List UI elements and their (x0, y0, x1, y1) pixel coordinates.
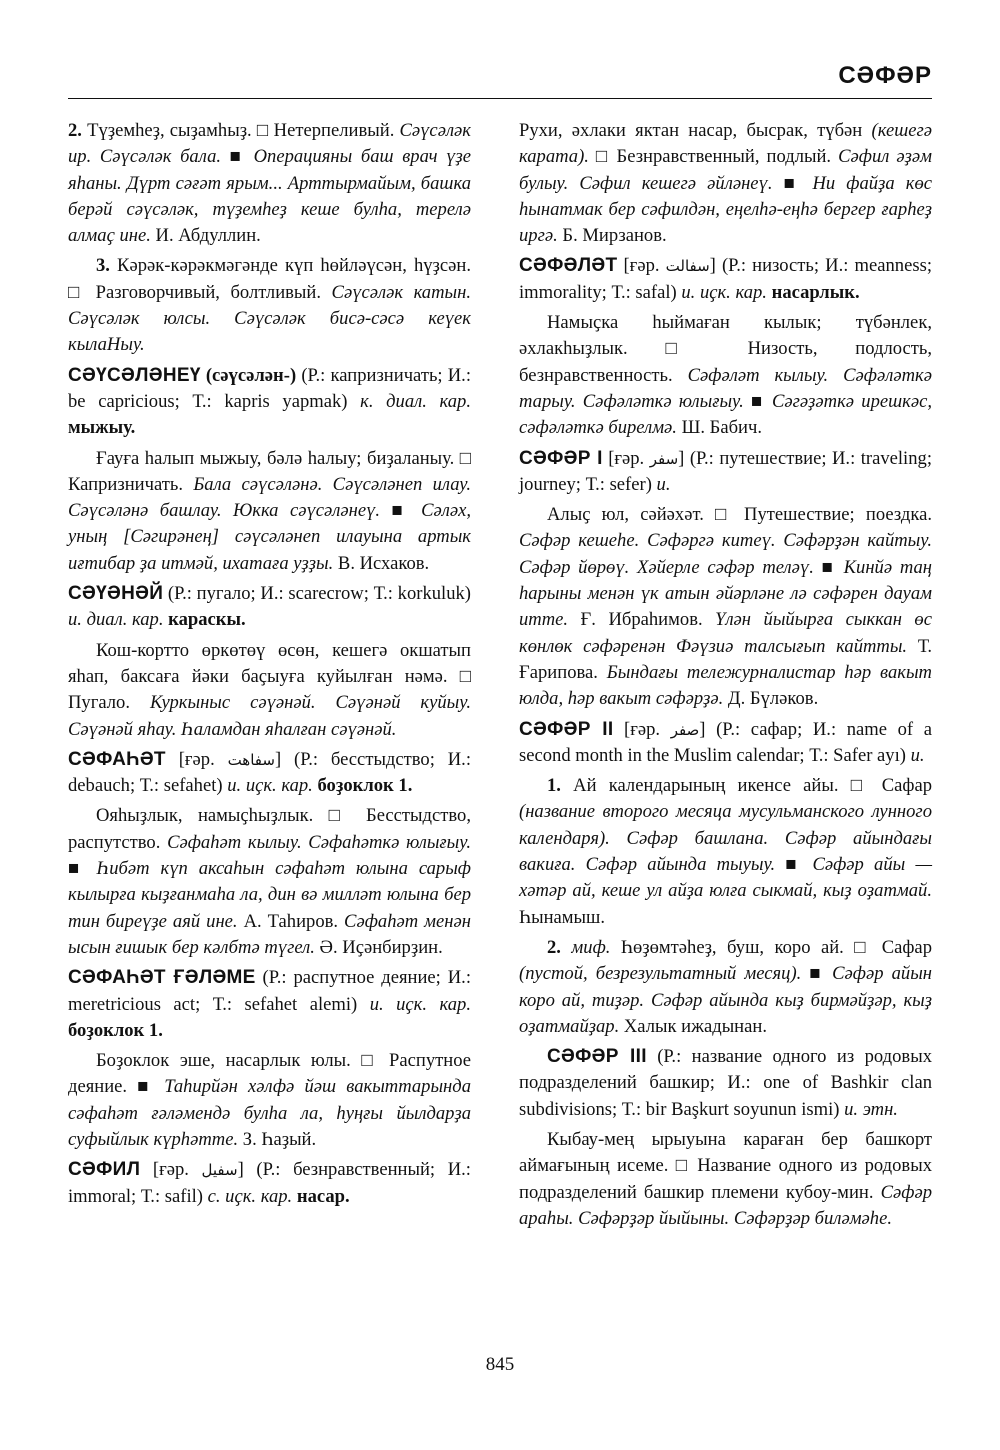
text-run: А. Таһиров. (237, 910, 345, 932)
text-run: [ғәр. (140, 1159, 202, 1181)
text-run: [ғәр. (613, 718, 671, 740)
italic-text: и. иҫк. кар. (369, 993, 471, 1015)
text-run: ■ (772, 172, 813, 194)
text-run: Рухи, әхлаки яктан насар, бысрак, түбән (519, 120, 872, 141)
italic-text: Сәфил әҙәм булыу. Сәфил кешегә әйләнеү. (519, 146, 932, 194)
text-run: ■ (801, 963, 833, 985)
text-run: Һынамыш. (519, 906, 606, 928)
text-run: Ғауға һалып мыжыу, бәлә һалыу; биҙаланыу. □ Капризничать. (68, 447, 471, 495)
arabic-etymon: سفر (649, 449, 679, 468)
text-run: ] (Р.: сафар; И.: name of a second month in the Muslim calendar; Т.: Safer ayı) (519, 718, 932, 766)
headword: СӘФИЛ (68, 1159, 141, 1181)
dictionary-paragraph (68, 638, 471, 743)
bold-text: караскы. (168, 609, 246, 631)
italic-text: Сәләх, уның [Сәгирәнең] сәүсәләнеп илауына артык иғтибар ҙа итмәй, ихатаға уҙҙы. (68, 500, 471, 574)
text-run: Ай календарының икенсе айы. □ Сафар (560, 775, 932, 797)
text-run: (Р.: пугало; И.: scarecrow; Т.: korkuluk) (163, 583, 471, 605)
text-run: ■ (221, 146, 254, 168)
text-run: ] (Р.: путешествие; И.: traveling; journey; Т.: sefer) (519, 447, 932, 495)
text-run: □ Безнравственный, подлый. (588, 146, 839, 168)
italic-text: Операцияны баш врач үҙе яһаны. Дүрт сәғәт ярым... Арттырмайым, башка берәй сәүсәләк, түҙемһеҙ кеше булһа, терелә алмаҫ ине. (68, 146, 471, 247)
italic-text: и. (910, 744, 925, 766)
dictionary-paragraph (519, 717, 932, 770)
text-run (561, 937, 571, 958)
text-run: ■ (813, 556, 844, 578)
italic-text: Бала сәүсәләнә. Сәүсәләнеп илау. Сәүсәләнә башлау. Юкка сәүсәләнеү. (68, 473, 472, 522)
italic-text: Куркыныс сәүәнәй. Сәүәнәй куйыу. Сәүәнәй яһау. Һаламдан яһалған сәүәнәй. (68, 692, 471, 740)
dictionary-paragraph (519, 446, 932, 499)
header-rule (68, 98, 932, 99)
arabic-etymon: سفيل (201, 1161, 238, 1180)
dictionary-paragraph (68, 803, 471, 961)
headword: СӘФӘР II (519, 718, 614, 740)
text-run: ] (Р.: безнравственный; И.: immoral; Т.: safil) (68, 1159, 471, 1207)
headword: СӘҮӘНӘЙ (68, 583, 164, 605)
dictionary-paragraph (519, 773, 932, 931)
text-run: ] (Р.: низость; И.: meanness; immorality; Т.: safal) (519, 255, 932, 303)
italic-text: Сәфаһәт менән ысын ғишык бер кәлбтә түгел. (68, 910, 471, 958)
dictionary-paragraph (519, 1127, 932, 1232)
text-run: Кош-кортто өркөтөү өсөн, кешегә окшатып яһап, баксаға йәки баҫыуға куйылған нәмә. □ Пугало. (68, 639, 471, 714)
headword: СӘФАҺӘТ (68, 748, 166, 770)
headword: СӘФӘР I (519, 447, 603, 469)
bold-text: насарлык. (771, 281, 860, 303)
italic-text: Сәфәр кешеһе. Сәфәргә китеү. Сәфәрҙән кайтыу. Сәфәр йөрөү. Хәйерле сәфәр теләү. (519, 530, 932, 578)
italic-text: и. иҫк. кар. (681, 281, 767, 303)
italic-text: Таһирйән хәлфә йәш вакыттарында сәфаһәт ғәләмендә булһа ла, һуңғы йылдарҙа суфыйлык күрһәтте. (68, 1076, 471, 1150)
text-run: З. Һаҙый. (238, 1128, 317, 1150)
italic-text: Сәфәр айы — хәтәр ай, кеше ул айҙа юлға сыкмай, кыҙ оҙатмай. (519, 854, 932, 902)
headword: СӘҮСӘЛӘНЕҮ (68, 364, 201, 386)
headword: СӘФӘЛӘТ (519, 255, 618, 277)
italic-text: и. этн. (844, 1098, 898, 1120)
text-run: Б. Мирзанов. (557, 225, 667, 247)
italic-text: Үлән йыйырға сыккан өс көнлөк сәфәренән Фәүзиә талсығып кайтты. (519, 609, 932, 657)
text-run: ] (Р.: бесстыдство; И.: debauch; Т.: sefahet) (68, 748, 471, 797)
italic-text: (название второго месяца мусульманского лунного календаря). Сәфәр башлана. Сәфәр айындағы вакиға. Сәфәр айында тыуыу. (519, 801, 932, 876)
dictionary-paragraph (519, 253, 932, 306)
dictionary-paragraph (68, 118, 471, 249)
italic-text: Сәүсәләк катын. Сәүсәләк юлсы. Сәүсәләк бисә-сәсә кеүек кылаНыу. (68, 281, 471, 356)
italic-text: Сәүсәләк ир. Сәүсәләк бала. (68, 120, 471, 168)
text-run: [ғәр. (602, 447, 650, 469)
running-head: СӘФӘР (838, 62, 932, 89)
left-column (68, 118, 471, 1214)
text-run: (Р.: название одного из родовых подразделений башкир; И.: one of Bashkir clan subdivisions; Т.: bir Başkurt soyunun ismi) (519, 1046, 932, 1120)
text-run: ■ (743, 390, 773, 412)
text-run: Алыҫ юл, сәйәхәт. □ Путешествие; поездка. (547, 504, 932, 526)
dictionary-paragraph (68, 1048, 471, 1153)
text-run: В. Исхаков. (333, 552, 430, 574)
text-run: [ғәр. (617, 255, 666, 277)
dictionary-paragraph (519, 935, 932, 1040)
dictionary-paragraph (68, 1157, 471, 1210)
bold-text: 1. (547, 775, 561, 797)
text-run: [ғәр. (165, 748, 228, 770)
dictionary-paragraph (519, 118, 932, 249)
text-run: Боҙоклок эше, насарлык юлы. □ Распутное деяние. ■ (68, 1050, 471, 1098)
dictionary-paragraph (68, 581, 471, 634)
text-run: И. Абдуллин. (150, 225, 261, 247)
bold-text: (сәүсәлән-) (205, 364, 297, 386)
dictionary-paragraph (519, 1044, 932, 1123)
italic-text: (кешегә карата). (519, 120, 932, 168)
text-run: (Р.: распутное деяние; И.: meretricious act; Т.: sefahet alemi) (68, 967, 471, 1015)
bold-text: 3. (96, 255, 110, 277)
italic-text: Сәфаһәт кылыу. Сәфаһәткә юлығыу. (167, 831, 471, 853)
dictionary-paragraph (68, 747, 471, 800)
text-run: (Р.: капризничать; И.: be capricious; Т.: kapris yapmak) (68, 364, 471, 412)
italic-text: Сәфәләт кылыу. Сәфәләткә тарыу. Сәфәләткә юлығыу. (519, 364, 932, 412)
italic-text: миф. (571, 936, 611, 958)
bold-text: боҙоклок 1. (317, 775, 413, 797)
bold-text: мыжыу. (68, 417, 136, 439)
text-run: ■ (775, 854, 813, 876)
italic-text: Сәгәҙәткә ирешкәс, сәфәләткә бирелмә. (519, 390, 933, 439)
bold-text: 2. (547, 936, 561, 958)
page-number: 845 (485, 1354, 515, 1375)
dictionary-paragraph (519, 310, 932, 441)
dictionary-paragraph (68, 965, 471, 1044)
italic-text: Сәфәр араһы. Сәфәрҙәр йыйыны. Сәфәрҙәр биләмәһе. (519, 1181, 932, 1229)
headword: СӘФӘР III (547, 1046, 647, 1068)
italic-text: Бындағы тележурналистар һәр вакыт юлда, һәр вакыт сәфәрҙә. (519, 661, 932, 710)
arabic-etymon: صفر (670, 720, 700, 739)
dictionary-paragraph (68, 446, 471, 577)
text-run: Кыбау-мең ырыуына караған бер башкорт аймағының исеме. □ Название одного из родовых подразделений башкир племени кубоу-мин. (519, 1128, 932, 1203)
bold-text: боҙоклок 1. (68, 1019, 163, 1041)
italic-text: и. диал. кар. (68, 609, 164, 631)
dictionary-paragraph (68, 253, 471, 358)
dictionary-paragraph (519, 502, 932, 712)
text-run: ■ (68, 858, 97, 880)
dictionary-paragraph (68, 363, 471, 442)
bold-text: 2. (68, 120, 82, 141)
text-run: Ә. Иҫәнбирҙин. (314, 936, 443, 958)
text-run: ■ (380, 500, 422, 522)
bold-text: насар. (296, 1185, 350, 1207)
arabic-etymon: سفالت (665, 257, 710, 276)
text-run: Һөҙөмтәһеҙ, буш, коро ай. □ Сафар (610, 936, 932, 958)
text-run: Ш. Бабич. (676, 417, 763, 439)
headword: СӘФАҺӘТ ҒӘЛӘМЕ (68, 967, 256, 989)
text-run: Ғ. Ибраһимов. (568, 609, 716, 631)
text-run: Намыҫка һыймаған кылык; түбәнлек, әхлакһыҙлык. □ Низость, подлость, безнравственность. (519, 312, 932, 386)
text-run: Халык ижадынан. (619, 1015, 767, 1037)
right-column (519, 118, 932, 1236)
italic-text: Һибәт күп аксаһын сәфаһәт юлына сарыф кылырға кыҙғанмаһа ла, дин вә милләт юлына бер тин биреүҙе аяй ине. (68, 858, 471, 932)
arabic-etymon: سفاهت (227, 750, 275, 769)
italic-text: Ни файҙа көс һынатмак бер сәфилдән, еңелһә-еңһә бергер ғарһеҙ иргә. (519, 172, 932, 247)
italic-text: и. (656, 473, 671, 495)
italic-text: (пустой, безрезультатный месяц). (519, 963, 802, 985)
text-run: Ояһыҙлык, намыҫһыҙлык. □ Бесстыдство, распутство. (68, 805, 471, 853)
italic-text: к. диал. кар. (360, 390, 471, 412)
text-run: Кәрәк-кәрәкмәгәнде күп һөйләүсән, һүҙсән. □ Разговорчивый, болтливый. (68, 255, 471, 303)
italic-text: и. иҫк. кар. (227, 775, 313, 797)
italic-text: Кинйә таң һарыны менән үк атын әйәрләне лә сәфәрен дауам итте. (519, 556, 933, 631)
text-run: Түҙемһеҙ, сыҙамһыҙ. □ Нетерпеливый. (81, 120, 400, 141)
italic-text: с. иҫк. кар. (207, 1185, 293, 1207)
text-run: Т. Ғарипова. (519, 635, 932, 683)
italic-text: Сәфәр айын коро ай, тиҙәр. Сәфәр айында кыҙ бирмәйҙәр, кыҙ оҙатмайҙар. (519, 963, 933, 1037)
text-run: Д. Бүләков. (723, 688, 819, 710)
